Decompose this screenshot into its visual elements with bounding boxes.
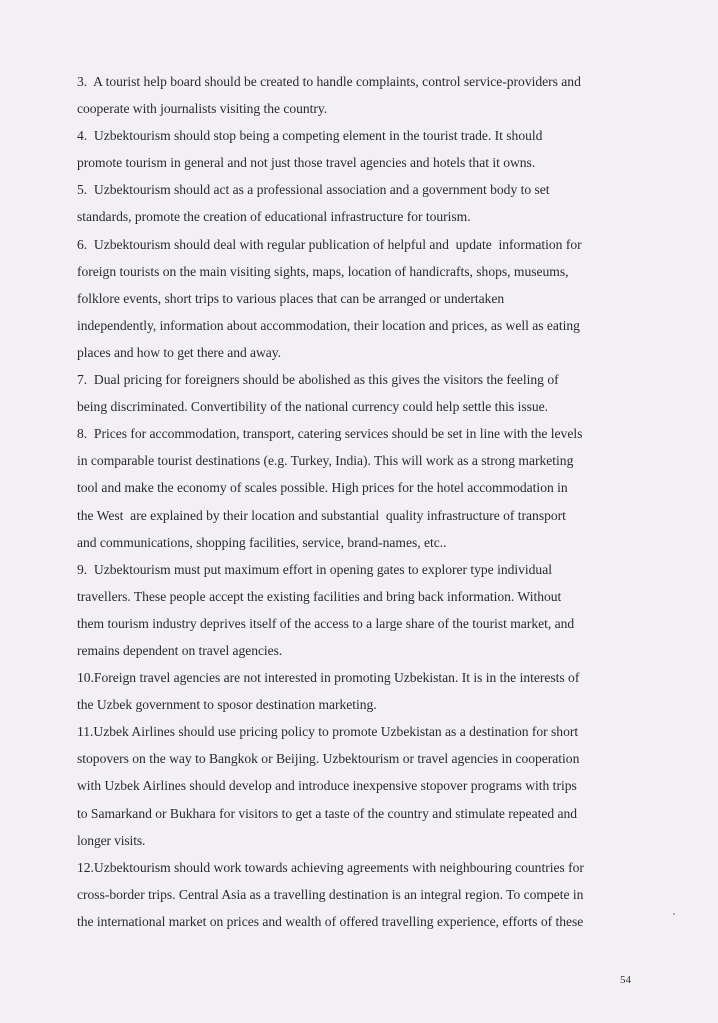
text-line: cross-border trips. Central Asia as a travelling destination is an integral region. To compete in [77,886,584,902]
text-line: places and how to get there and away. [77,344,281,360]
text-line: longer visits. [77,832,146,848]
text-line: the Uzbek government to sposor destination marketing. [77,697,377,713]
text-line: travellers. These people accept the existing facilities and bring back information. Without [77,588,562,604]
text-line: 7. Dual pricing for foreigners should be abolished as this gives the visitors the feeling of [77,372,559,388]
text-line: foreign tourists on the main visiting sights, maps, location of handicrafts, shops, museums, [77,263,569,279]
body-text [77,68,647,935]
text-line: 5. Uzbektourism should act as a professional association and a government body to set [77,182,550,198]
text-line: cooperate with journalists visiting the country. [77,101,328,117]
text-line: 11.Uzbek Airlines should use pricing policy to promote Uzbekistan as a destination for short [77,724,579,740]
text-line: independently, information about accommodation, their location and prices, as well as eating [77,317,580,333]
text-line: the international market on prices and wealth of offered travelling experience, efforts of these [77,913,584,929]
scan-speck [673,913,675,915]
text-line: and communications, shopping facilities, service, brand-names, etc.. [77,534,447,550]
text-line: stopovers on the way to Bangkok or Beijing. Uzbektourism or travel agencies in cooperation [77,751,580,767]
text-line: 3. A tourist help board should be created to handle complaints, control service-providers and [77,74,581,89]
text-line: standards, promote the creation of educational infrastructure for tourism. [77,209,471,225]
text-line: to Samarkand or Bukhara for visitors to get a taste of the country and stimulate repeated and [77,805,578,821]
text-line: in comparable tourist destinations (e.g. Turkey, India). This will work as a strong marketing [77,453,574,469]
text-line: remains dependent on travel agencies. [77,642,283,658]
text-line: 8. Prices for accommodation, transport, catering services should be set in line with the levels [77,426,583,442]
text-line: 9. Uzbektourism must put maximum effort in opening gates to explorer type individual [77,561,552,577]
text-line: folklore events, short trips to various places that can be arranged or undertaken [77,290,505,306]
text-line: being discriminated. Convertibility of the national currency could help settle this issue. [77,399,549,415]
text-line: 4. Uzbektourism should stop being a competing element in the tourist trade. It should [77,128,543,144]
text-line: 12.Uzbektourism should work towards achieving agreements with neighbouring countries for [77,859,584,875]
text-line: tool and make the economy of scales possible. High prices for the hotel accommodation in [77,480,568,496]
text-line: them tourism industry deprives itself of the access to a large share of the tourist market, and [77,615,575,631]
text-line: 10.Foreign travel agencies are not interested in promoting Uzbekistan. It is in the interests of [77,670,580,686]
text-line: with Uzbek Airlines should develop and introduce inexpensive stopover programs with trips [77,778,577,794]
page-number: 54 [620,974,631,986]
text-line: promote tourism in general and not just those travel agencies and hotels that it owns. [77,155,536,171]
text-line: 6. Uzbektourism should deal with regular publication of helpful and update information for [77,236,582,252]
text-line: the West are explained by their location and substantial quality infrastructure of transport [77,507,566,523]
